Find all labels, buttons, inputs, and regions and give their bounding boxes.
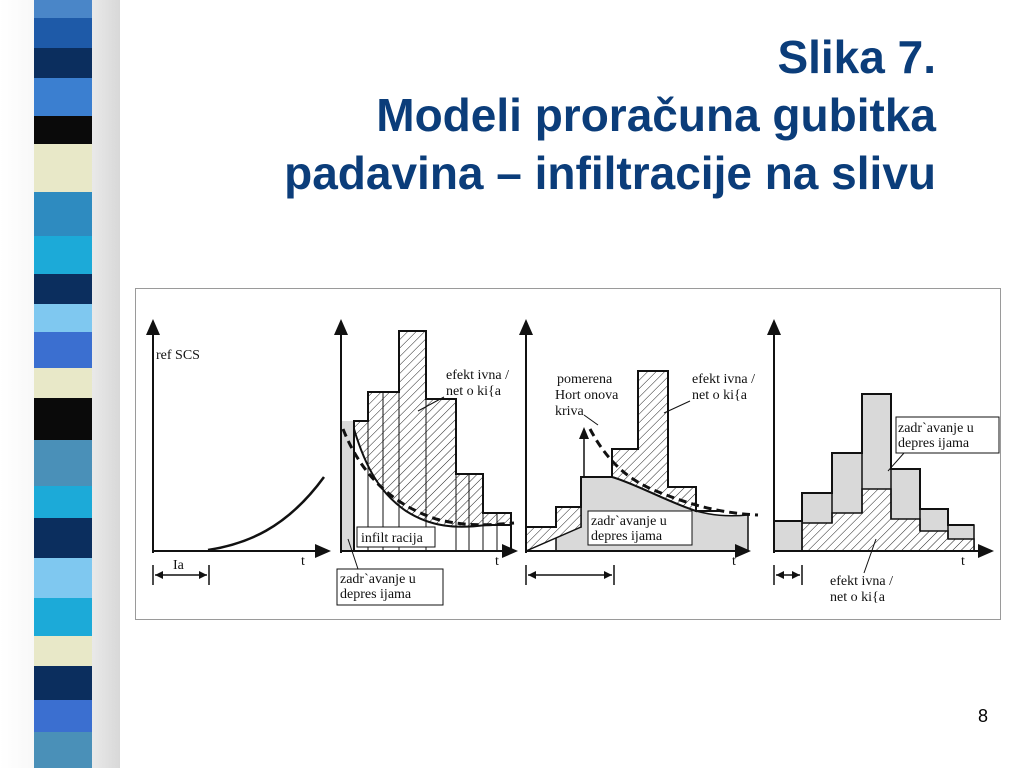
panel3-effective-label-2: net o ki{a — [692, 388, 747, 403]
panel1-x-arrow — [315, 544, 331, 558]
infiltration-models-figure — [135, 288, 1001, 620]
panel2-effective-rain — [354, 331, 511, 527]
panel3-depression-label-2: depres ijama — [591, 529, 663, 544]
panel4-depression-label-2: depres ijama — [898, 436, 970, 451]
panel4-y-arrow — [767, 319, 781, 335]
panel1-ia-label: Ia — [173, 558, 184, 573]
ia-arrow-left — [155, 571, 163, 579]
panel2-depression-label-1: zadr`avanje u — [340, 572, 416, 587]
panel4-t-label: t — [961, 554, 965, 569]
panel4-dim-arrow-left — [776, 571, 784, 579]
panel4-dim-arrow-right — [792, 571, 800, 579]
title-line-3: padavina – infiltracije na slivu — [284, 147, 936, 199]
panel1-t-label: t — [301, 554, 305, 569]
panel1-ref-label: ref SCS — [156, 348, 200, 363]
ia-arrow-right — [199, 571, 207, 579]
panel3-dim-arrow-left — [528, 571, 536, 579]
panel2-depression-area — [341, 421, 354, 551]
panel2-effective-label-2: net o ki{a — [446, 384, 501, 399]
stripe-blocks — [34, 0, 92, 768]
panel4-effective-label-1: efekt ivna / — [830, 574, 893, 589]
panel2-infiltration-label: infilt racija — [361, 531, 423, 546]
panel-depression-storage — [767, 319, 999, 605]
panel3-dim-arrow-right — [604, 571, 612, 579]
panel2-t-label: t — [495, 554, 499, 569]
panel3-horton-leader — [584, 415, 598, 425]
panel1-scs-curve — [208, 477, 324, 550]
panel4-depression-label-1: zadr`avanje u — [898, 421, 974, 436]
title-line-1: Slika 7. — [777, 31, 936, 83]
title-line-2: Modeli proračuna gubitka — [376, 89, 936, 141]
panel-scs — [146, 319, 331, 585]
panel2-y-arrow — [334, 319, 348, 335]
panel3-horton-label-3: kriva — [555, 404, 584, 419]
panel3-shift-arrowhead — [579, 427, 589, 439]
panel4-x-arrow — [978, 544, 994, 558]
panel3-horton-label-2: Hort onova — [555, 388, 619, 403]
panel3-depression-label-1: zadr`avanje u — [591, 514, 667, 529]
panel2-effective-label-1: efekt ivna / — [446, 368, 509, 383]
slide-title — [176, 28, 936, 202]
panel3-t-label: t — [732, 554, 736, 569]
panel-infiltration — [334, 319, 518, 605]
panel3-y-arrow — [519, 319, 533, 335]
panel3-effective-label-1: efekt ivna / — [692, 372, 755, 387]
decorative-side-stripe — [0, 0, 120, 768]
panel1-y-arrow — [146, 319, 160, 335]
panel-shifted-horton — [519, 319, 758, 585]
panel4-effective-label-2: net o ki{a — [830, 590, 885, 605]
panel2-depression-label-2: depres ijama — [340, 587, 412, 602]
page-number: 8 — [977, 706, 988, 726]
panel3-horton-label-1: pomerena — [557, 372, 613, 387]
